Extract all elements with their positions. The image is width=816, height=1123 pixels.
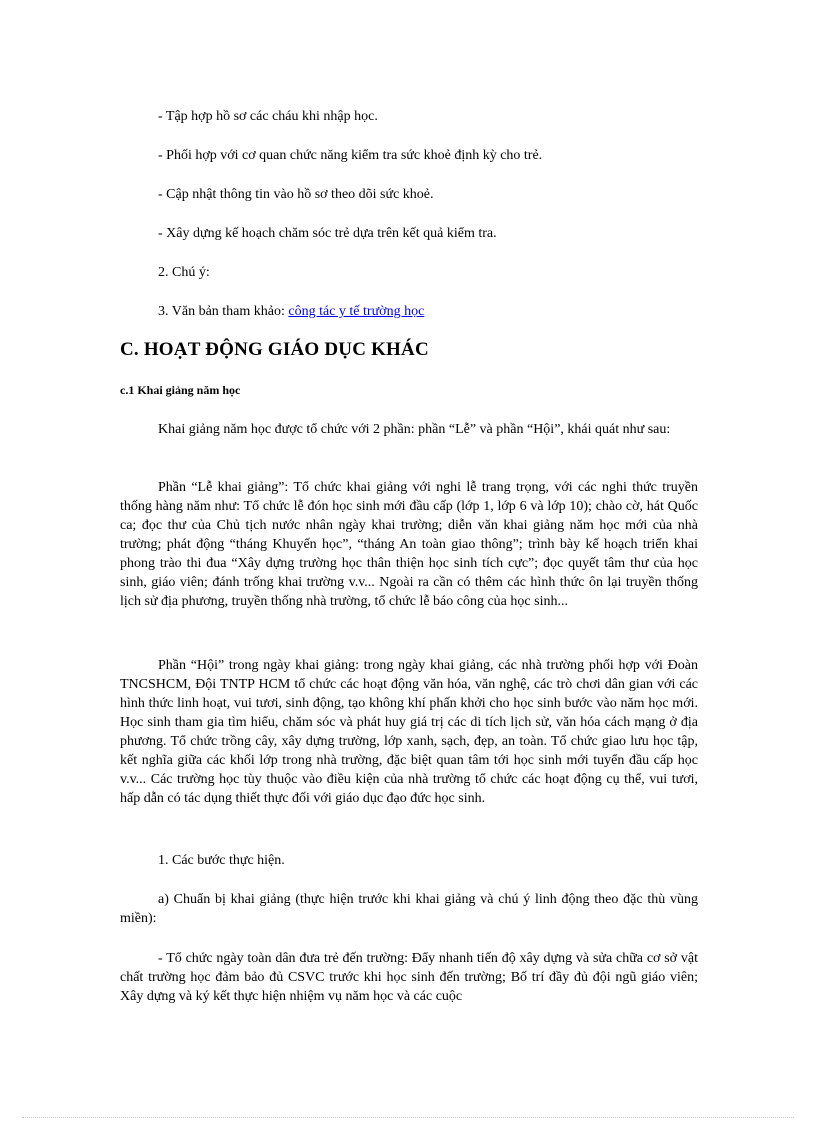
steps-heading: 1. Các bước thực hiện. xyxy=(158,853,285,868)
hoi-paragraph: Phần “Hội” trong ngày khai giảng: trong ngày khai giảng, các nhà trường phối hợp với Đoàn TNCSHCM, Đội TNTP HCM tổ chức các hoạt động văn hóa, văn nghệ, các trò chơi dân gian với các hình thức linh hoạt, vui tươi, sinh động, tạo không khí phấn khởi cho học sinh bước vào năm học mới. Học sinh tham gia tìm hiểu, chăm sóc và phát huy giá trị các di tích lịch sử, văn hóa cách mạng ở địa phương. Tổ chức trồng cây, xây dựng trường, lớp xanh, sạch, đẹp, an toàn. Tổ chức giao lưu học tập, kết nghĩa giữa các khối lớp trong nhà trường, đặc biệt quan tâm tới học sinh mới tuyển đầu cấp học v.v... Các trường học tùy thuộc vào điều kiện của nhà trường tổ chức các hoạt động cụ thể, vui tươi, hấp dẫn có tác dụng thiết thực đối với giáo dục đạo đức học sinh. xyxy=(120,658,698,806)
campaign-paragraph: - Tổ chức ngày toàn dân đưa trẻ đến trường: Đẩy nhanh tiến độ xây dựng và sửa chữa cơ sở vật chất trường học đảm bảo đủ CSVC trước khi học sinh đến trường; Bố trí đầy đủ đội ngũ giáo viên; Xây dựng và ký kết thực hiện nhiệm vụ năm học và các cuộc xyxy=(120,951,698,1004)
list-item: - Tập hợp hồ sơ các cháu khi nhập học. xyxy=(158,109,378,124)
le-khai-giang-paragraph: Phần “Lễ khai giảng”: Tổ chức khai giảng với nghi lễ trang trọng, với các nghi thức truyền thống hàng năm như: Tổ chức lễ đón học sinh mới đầu cấp (lớp 1, lớp 6 và lớp 10); chào cờ, hát Quốc ca; đọc thư của Chủ tịch nước nhân ngày khai trường; diễn văn khai giảng năm học mới của nhà trường; phát động “tháng Khuyến học”, “tháng An toàn giao thông”; trình bày kế hoạch triển khai phong trào thi đua “Xây dựng trường học thân thiện học sinh tích cực”; đọc quyết tâm thư của học sinh, giáo viên; đánh trống khai trường v.v... Ngoài ra cần có thêm các hình thức ôn lại truyền thống lịch sử địa phương, truyền thống nhà trường, tổ chức lễ báo công của học sinh... xyxy=(120,480,698,609)
intro-paragraph: Khai giảng năm học được tổ chức với 2 phần: phần “Lễ” và phần “Hội”, khái quát như sau: xyxy=(158,422,671,437)
list-item: - Phối hợp với cơ quan chức năng kiểm tra sức khoẻ định kỳ cho trẻ. xyxy=(158,148,543,163)
reference-link[interactable]: công tác y tế trường học xyxy=(288,304,425,319)
section-subtitle: c.1 Khai giảng năm học xyxy=(120,383,241,397)
section-title: C. HOẠT ĐỘNG GIÁO DỤC KHÁC xyxy=(120,339,429,360)
list-item: - Cập nhật thông tin vào hồ sơ theo dõi sức khoẻ. xyxy=(158,187,434,202)
prepare-paragraph: a) Chuẩn bị khai giảng (thực hiện trước khi khai giảng và chú ý linh động theo đặc thù vùng miền): xyxy=(120,892,698,926)
list-item: 2. Chú ý: xyxy=(158,265,210,280)
reference-line xyxy=(158,302,698,321)
page-bottom-divider xyxy=(22,1117,794,1118)
reference-label: 3. Văn bản tham khảo: xyxy=(158,304,289,319)
list-item: - Xây dựng kế hoạch chăm sóc trẻ dựa trên kết quả kiểm tra. xyxy=(158,226,497,241)
